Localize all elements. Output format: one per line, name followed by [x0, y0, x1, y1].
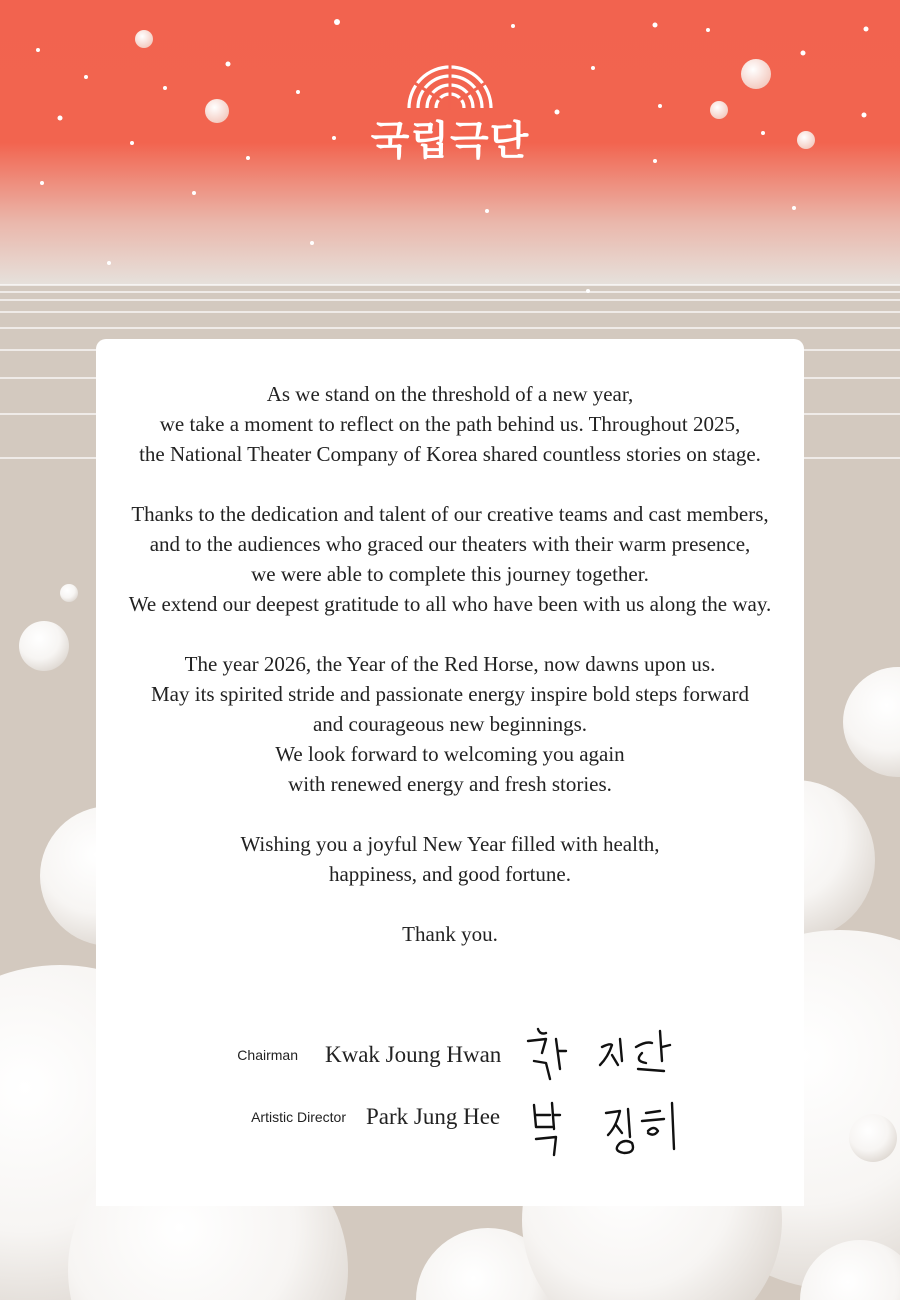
signer-role: Artistic Director: [251, 1109, 346, 1125]
signer-name: Kwak Joung Hwan: [325, 1042, 502, 1067]
letter-line: Thank you.: [402, 922, 498, 946]
letter-paragraph: [96, 829, 804, 889]
letter-line: and courageous new beginnings.: [312, 712, 588, 736]
letter-card: [96, 339, 804, 1206]
logo-wordmark: 국립극단: [370, 118, 530, 164]
letter-line: the National Theater Company of Korea shared countless stories on stage.: [139, 442, 761, 466]
letter-line: with renewed energy and fresh stories.: [288, 772, 612, 796]
letter-line: May its spirited stride and passionate energy inspire bold steps forward: [151, 682, 749, 706]
letter-line: Thanks to the dedication and talent of our creative teams and cast members,: [131, 502, 769, 526]
letter-line: The year 2026, the Year of the Red Horse, now dawns upon us.: [184, 652, 716, 676]
letter-body: [96, 379, 804, 979]
letter-line: We look forward to welcoming you again: [275, 742, 625, 766]
signature-row-chairman: [96, 1029, 804, 1079]
letter-paragraph: [96, 649, 804, 799]
letter-line: Wishing you a joyful New Year filled with health,: [240, 832, 660, 856]
theater-arch-icon: [405, 64, 495, 112]
handwritten-signature: [524, 1021, 684, 1081]
letter-line: happiness, and good fortune.: [328, 862, 572, 886]
letter-line: We extend our deepest gratitude to all who have been with us along the way.: [128, 592, 772, 616]
letter-line: we take a moment to reflect on the path behind us. Throughout 2025,: [159, 412, 741, 436]
theater-logo: [360, 64, 540, 174]
letter-paragraph: [96, 379, 804, 469]
letter-line: As we stand on the threshold of a new year,: [266, 382, 634, 406]
signer-role: Chairman: [237, 1047, 298, 1063]
signature-row-artistic-director: [96, 1091, 804, 1141]
letter-paragraph: [96, 919, 804, 949]
letter-line: and to the audiences who graced our theaters with their warm presence,: [149, 532, 751, 556]
letter-line: we were able to complete this journey together.: [251, 562, 649, 586]
signer-name: Park Jung Hee: [366, 1104, 501, 1129]
letter-paragraph: [96, 499, 804, 619]
handwritten-signature: [528, 1097, 688, 1159]
